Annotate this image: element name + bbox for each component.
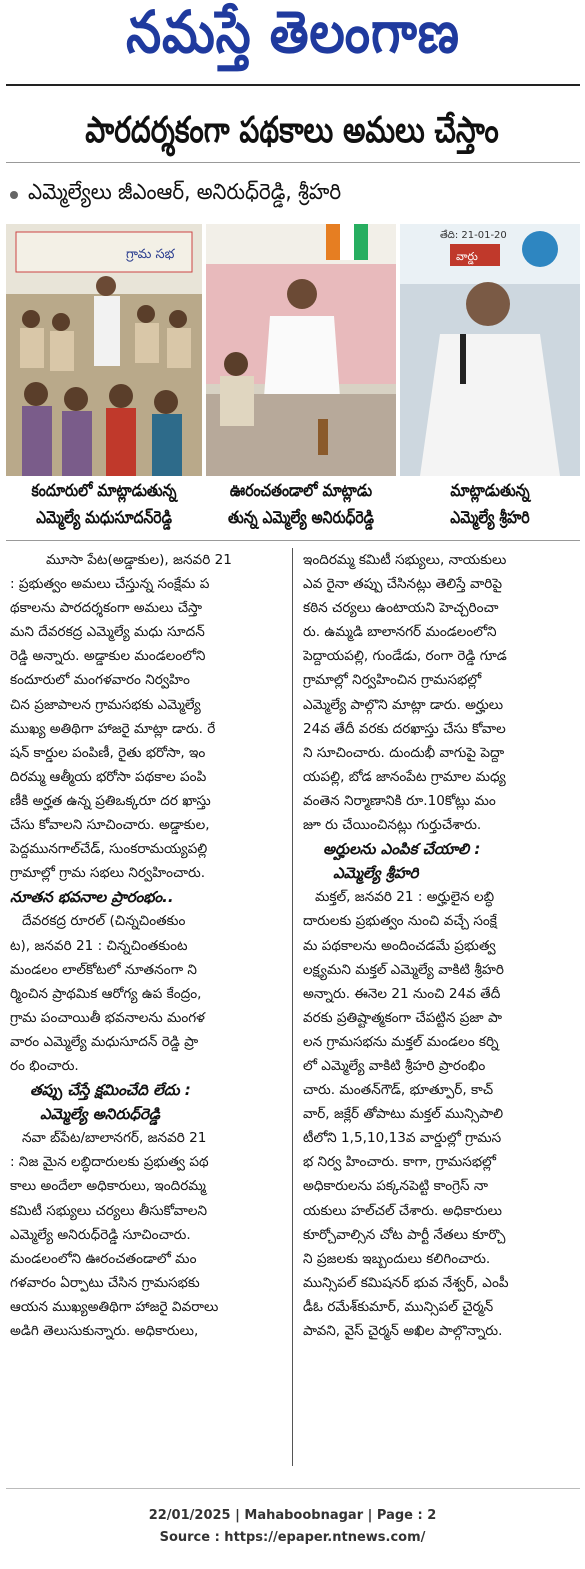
article-column-right [303,548,578,1343]
column-separator [292,548,293,1466]
article-column-left [10,548,285,1343]
caption-maktal: మాట్లాడుతున్న ఎమ్మెల్యే శ్రీహరి [450,481,530,528]
subheading-anirudh-1: తప్పు చేస్తే క్షమించేది లేదు : [30,1081,191,1100]
footer-date-edition: 22/01/2025 | Mahaboobnagar | Page : 2 [148,1508,437,1523]
footer-divider [6,1488,580,1489]
photo-divider [6,540,580,541]
article-maktal: మక్తల్, జనవరి 21 : అర్హులైన లబ్ధి దారులకు ప్రభుత్వం నుంచి వచ్చే సంక్షే మ పథకాలను అందించడమే ప్రభుత్వ లక్ష్యమని మక్తల్ ఎమ్మెల్యే వాకిటి శ్రీహరి అన్నారు. ఈనెల 21 నుంచి 24వ తేదీ వరకు ప్రతిష్టాత్మకంగా చేపట్టిన ప్రజా పా లన గ్రామసభను మక్తల్ మండలం కర్ని లో ఎమ్మెల్యే వాకిటి శ్రీహరి ప్రారంభిం చారు. మంతన్‌గౌడ్, భూత్పూర్, కాచ్ వార్, జక్లేర్ తోపాటు మక్తల్ మున్సిపాలి టీలోని 1,5,10,13వ వార్డుల్లో గ్రామస భ నిర్వ హించారు. కాగా, గ్రామసభల్లో అధికారులను పక్కనపెట్టి కాంగ్రెస్ నా యకులు హల్‌చల్ చేశారు. అధికారులు కూర్చోవాల్సిన చోట పార్టీ నేతలు కూర్చొ ని ప్రజలకు ఇబ్బందులు కలిగించారు. మున్సిపల్ కమిషనర్ భువ నేశ్వర్, ఎంపీ డీఓ రమేశ్‌కుమార్, మున్సిపల్ చైర్మన్ పావని, వైస్ చైర్మన్ అఖిల పాల్గొన్నారు. [303,889,509,1339]
subheading-new-buildings: నూతన భవనాల ప్రారంభం.. [10,888,174,907]
subhead: ఎమ్మెల్యేలు జీఎంఆర్, అనిరుధ్‌రెడ్డి, శ్రీహరి [10,180,580,210]
masthead-title: నమస్తే తెలంగాణ [125,0,460,66]
caption-kanduru: కందూరులో మాట్లాడుతున్న ఎమ్మెల్యే మధుసూదన్‌రెడ్డి [31,481,177,528]
photo-banner-text: గ్రామ సభ [126,247,175,262]
article-nawabpet-cont: ఇందిరమ్మ కమిటీ సభ్యులు, నాయకులు ఎవ రైనా తప్పు చేసినట్లు తెలిస్తే వారిపై కఠిన చర్యలు ఉంటాయని హెచ్చరించా రు. ఉమ్మడి బాలానగర్ మండలంలోని పెద్దాయపల్లి, గుండేడు, రంగా రెడ్డి గూడ గ్రామాల్లో నిర్వహించిన గ్రామసభల్లో ఎమ్మెల్యే పాల్గొని మాట్లా డారు. అర్హులు 24వ తేదీ వరకు దరఖాస్తు చేసు కోవాల ని సూచించారు. దుందుభీ వాగుపై పెద్దా యపల్లి, బోడ జానంపేట గ్రామాల మధ్య వంతెన నిర్మాణానికి రూ.10కోట్లు మం జూ రు చేయించినట్లు గుర్తుచేశారు. [303,552,507,834]
subheading-anirudh-2: ఎమ్మెల్యే అనిరుధ్‌రెడ్డి [40,1105,160,1124]
photo-kanduru [6,224,202,476]
bullet-icon [10,191,18,199]
article-devarakadra-rural: దేవరకద్ర రూరల్ (చిన్నచింతకుం ట), జనవరి 21 : చిన్నచింతకుంట మండలం లాల్‌కోటలో నూతనంగా ని ర్మించిన ప్రాథమిక ఆరోగ్య ఉప కేంద్రం, గ్రామ పంచాయితీ భవనాలను మంగళ వారం ఎమ్మెల్యే మధుసూదన్ రెడ్డి ప్రా రం భించారు. [10,913,205,1074]
article-nawabpet: నవా బ్‌పేట/బాలానగర్, జనవరి 21 : నిజ మైన లబ్ధిదారులకు ప్రభుత్వ పథ కాలు అందేలా అధికారులు, ఇందిరమ్మ కమిటీ సభ్యులు చర్యలు తీసుకోవాలని ఎమ్మెల్యే అనిరుధ్‌రెడ్డి సూచించారు. మండలంలోని ఊరంచతండాలో మం గళవారం ఏర్పాటు చేసిన గ్రామసభకు ఆయన ముఖ్యఅతిథిగా హాజరై వివరాలు అడిగి తెలుసుకున్నారు. అధికారులు, [10,1130,219,1339]
article-musapet: మూసా పేట(అడ్డాకుల), జనవరి 21 : ప్రభుత్వం అమలు చేస్తున్న సంక్షేమ ప థకాలను పారదర్శకంగా అమలు చేస్తా మని దేవరకద్ర ఎమ్మెల్యే మధు సూదన్ రెడ్డి అన్నారు. అడ్డాకుల మండలంలోని కందూరులో మంగళవారం నిర్వహిం చిన ప్రజాపాలన గ్రామసభకు ఎమ్మెల్యే ముఖ్య అతిథిగా హాజరై మాట్లా డారు. రే షన్ కార్డుల పంపిణీ, రైతు భరోసా, ఇం దిరమ్మ ఆత్మీయ భరోసా పథకాల పంపి ణీకి అర్హత ఉన్న ప్రతిఒక్కరూ దర ఖాస్తు చేసు కోవాలని సూచించారు. అడ్డాకుల, పెద్దమునగాల్‌చేడ్, సుంకరామయ్యపల్లి గ్రామాల్లో గ్రామ సభలు నిర్వహించారు. [10,552,232,882]
footer-source: Source : https://epaper.ntnews.com/ [159,1530,426,1545]
photo-oorancha-thanda [206,224,396,476]
photo3-ward-text: వార్డు [456,250,478,263]
masthead [0,0,585,78]
caption-oorancha-thanda: ఊరంచతండాలో మాట్లాడు తున్న ఎమ్మెల్యే అనిరుధ్‌రెడ్డి [228,481,374,528]
headline: పారదర్శకంగా పథకాలు అమలు చేస్తాం [85,110,500,151]
headline-divider [6,162,580,163]
photo-maktal [400,224,580,476]
subheading-srihari-2: ఎమ్మెల్యే శ్రీహరి [333,864,419,883]
subheading-srihari-1: అర్హులను ఎంపిక చేయాలి : [323,840,481,859]
masthead-divider [6,84,580,86]
photo3-date-text: తేది: 21-01-20 [440,230,507,241]
